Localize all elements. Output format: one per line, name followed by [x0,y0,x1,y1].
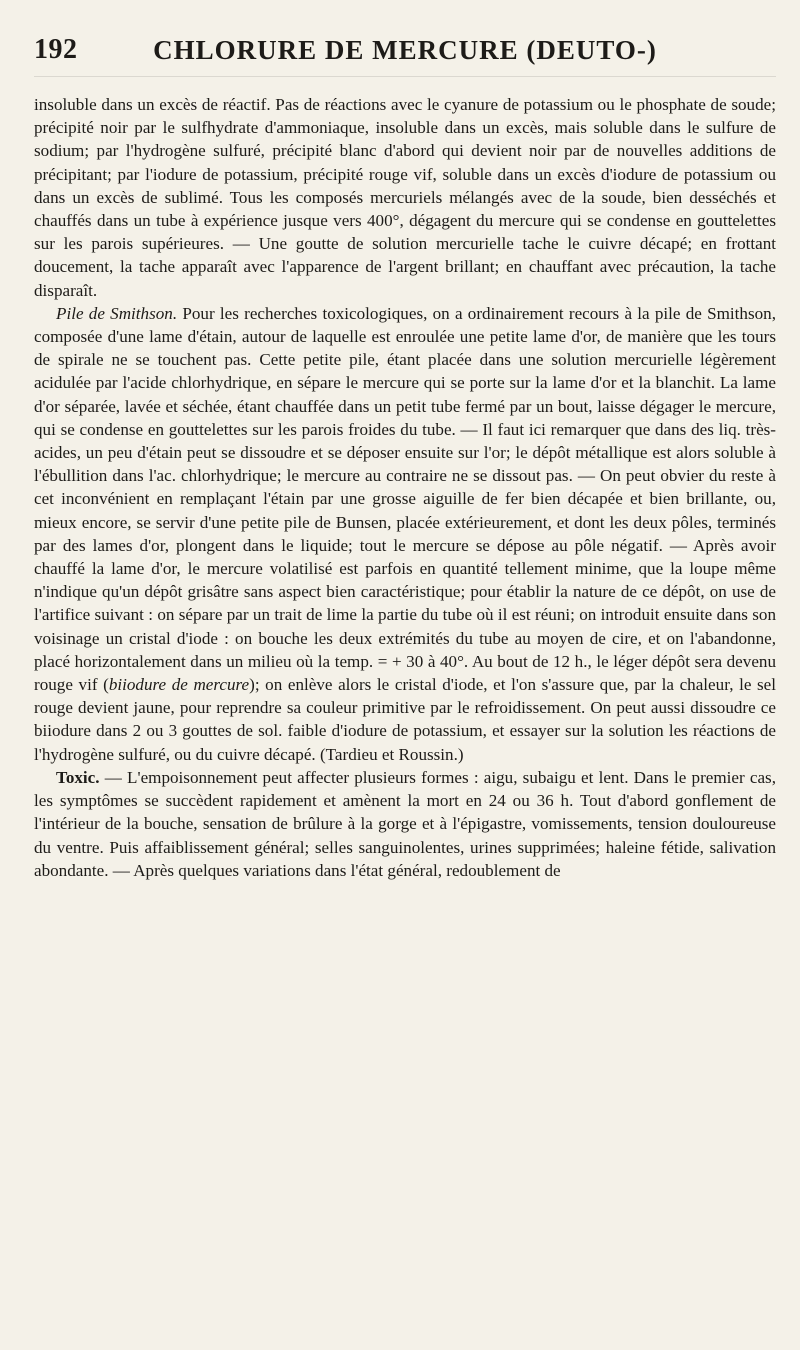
paragraph-3 [34,766,776,882]
section-title-smithson: Pile de Smithson. [56,303,178,323]
document-page [34,36,776,1326]
paragraph-2-part-1: Pour les recherches toxicologiques, on a ordinairement recours à la pile de Smithson, composée d'une lame d'étain, autour de laquelle est enroulée une petite lame d'or, de manière que les tours de spirale ne se touchent pas. Cette petite pile, étant placée dans une solution mercurielle légèrement acidulée par l'acide chlorhydrique, en sépare le mercure qui se porte sur la lame d'or et la blanchit. La lame d'or séparée, lavée et séchée, étant chauffée dans un petit tube fermé par un bout, laisse dégager le mercure, qui se condense en gouttelettes sur les parois froides du tube. — Il faut ici remarquer que dans des liq. très-acides, un peu d'étain peut se dissoudre et se déposer ensuite sur l'or; le dépôt métallique est alors soluble à l'ébullition dans l'ac. chlorhydrique; le mercure au contraire ne se dissout pas. — On peut obvier du reste à cet inconvénient en remplaçant l'étain par une grosse aiguille de fer bien décapée et bien brillante, ou, mieux encore, se servir d'une petite pile de Bunsen, placée extérieurement, et dont les deux pôles, terminés par des lames d'or, plongent dans le liquide; tout le mercure se dépose au pôle négatif. — Après avoir chauffé la lame d'or, le mercure volatilisé est parfois en quantité tellement minime, que la loupe même n'indique qu'un dépôt grisâtre sans aspect bien caractéristique; pour établir la nature de ce dépôt, on use de l'artifice suivant : on sépare par un trait de lime la partie du tube où il est réuni; on introduit ensuite dans son voisinage un cristal d'iode : on bouche les deux extrémités du tube au moyen de cire, et on l'abandonne, placé horizontalement dans un milieu où la temp. = + 30 à 40°. Au bout de 12 h., le léger dépôt sera devenu rouge vif ( [34,303,776,695]
paragraph-3-text: — L'empoisonnement peut affecter plusieurs formes : aigu, subaigu et lent. Dans le premier cas, les symptômes se succèdent rapidement et amènent la mort en 24 ou 36 h. Tout d'abord gonflement de l'intérieur de la bouche, sensation de brûlure à la gorge et à l'épigastre, vomissements, tension douloureuse du ventre. Puis affaiblissement général; selles sanguinolentes, urines supprimées; haleine fétide, salivation abondante. — Après quelques variations dans l'état général, redoublement de [34,767,776,880]
paragraph-2 [34,302,776,766]
paragraph-1-text: insoluble dans un excès de réactif. Pas de réactions avec le cyanure de potassium ou le phosphate de soude; précipité noir par le sulfhydrate d'ammoniaque, insoluble dans un excès, mais soluble dans le sulfure de sodium; par l'hydrogène sulfuré, précipité blanc d'abord qui devient noir par de nouvelles additions de précipitant; par l'iodure de potassium, précipité rouge vif, soluble dans un excès d'iodure de potassium ou dans un excès de sublimé. Tous les composés mercuriels mélangés avec de la soude, bien desséchés et chauffés dans un tube à expérience jusque vers 400°, dégagent du mercure qui se condense en gouttelettes sur les parois supérieures. — Une goutte de solution mercurielle tache le cuivre décapé; en frottant doucement, la tache apparaît avec l'apparence de l'argent brillant; en chauffant avec précaution, la tache disparaît. [34,95,776,300]
running-header [34,36,776,77]
page-title: CHLORURE DE MERCURE (DEUTO-) [153,35,657,65]
body-text [34,93,776,882]
italic-term-biiodure: biiodure de mercure [108,675,250,695]
paragraph-1 [34,93,776,302]
page-number: 192 [34,34,78,65]
section-title-toxic: Toxic. [56,767,100,787]
paragraph-2-part-2: ); on enlève alors le cristal d'iode, et l'on s'assure que, par la chaleur, le sel rouge devient jaune, pour reprendre sa couleur primitive par le refroidissement. On peut aussi dissoudre ce biiodure dans 2 ou 3 gouttes de sol. faible d'iodure de potassium, et essayer sur la solution les réactions de l'hydrogène sulfuré, ou du cuivre décapé. (Tardieu et Roussin.) [34,675,776,764]
